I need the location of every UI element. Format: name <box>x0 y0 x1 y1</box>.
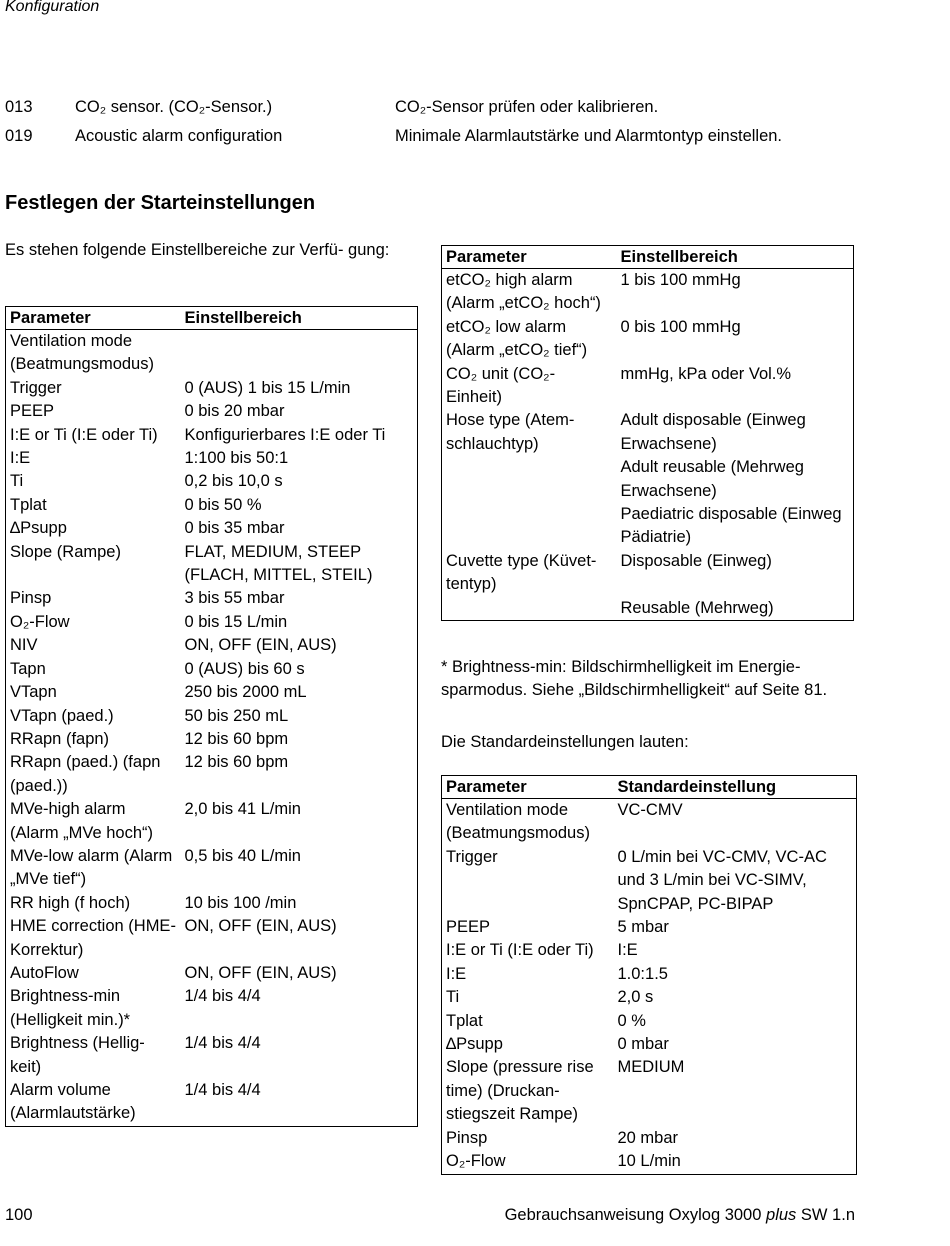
table-row <box>6 892 418 915</box>
table-row <box>442 799 857 846</box>
parameter-cell: AutoFlow <box>10 963 79 982</box>
table-row <box>6 587 418 610</box>
value-cell: 1 bis 100 mmHg <box>620 271 741 289</box>
value-cell: ON, OFF (EIN, AUS) <box>184 917 337 936</box>
table-row <box>6 517 418 540</box>
table-row <box>6 377 418 400</box>
table-row <box>442 456 854 503</box>
section-title: Festlegen der Starteinstellungen <box>5 192 316 214</box>
table-row <box>6 915 418 962</box>
value-cell: 0 (AUS) bis 60 s <box>184 659 305 678</box>
parameter-cell: Hose type (Atem- schlauchtyp) <box>446 411 575 453</box>
table-row <box>6 751 418 798</box>
parameter-cell: Tplat <box>446 1011 483 1030</box>
footer-title-suffix: SW 1.n <box>800 1206 855 1224</box>
table-row <box>442 939 857 962</box>
config-menu-list <box>5 93 905 151</box>
defaults-intro: Die Standardeinstellungen lauten: <box>441 733 689 751</box>
parameter-cell: VTapn <box>10 683 57 702</box>
parameter-cell: MVe-high alarm (Alarm „MVe hoch“) <box>10 800 154 842</box>
column-header-parameter: Parameter <box>6 307 181 330</box>
parameter-cell: ∆Psupp <box>10 519 67 538</box>
value-cell: 2,0 bis 41 L/min <box>184 800 301 819</box>
value-cell: 250 bis 2000 mL <box>184 683 307 702</box>
parameter-cell: Trigger <box>10 378 62 397</box>
parameter-cell: ∆Psupp <box>446 1035 503 1054</box>
value-cell: 0,2 bis 10,0 s <box>184 472 283 491</box>
table-row <box>6 541 418 588</box>
parameter-cell: Cuvette type (Küvet- tentyp) <box>446 551 597 594</box>
table-row <box>6 985 418 1032</box>
table-row <box>6 845 418 892</box>
column-header-range: Einstellbereich <box>181 307 418 330</box>
parameter-cell: I:E <box>446 964 467 983</box>
parameter-cell: Slope (pressure rise time) (Druckan- stiegszeit Rampe) <box>446 1058 594 1124</box>
parameter-cell: NIV <box>10 636 38 655</box>
value-cell: 0 bis 50 % <box>184 495 262 514</box>
value-cell: Adult disposable (Einweg Erwachsene) <box>620 411 806 453</box>
value-cell: Disposable (Einweg) <box>620 551 772 570</box>
table-row <box>6 424 418 447</box>
menu-description: Minimale Alarmlautstärke und Alarmtontyp einstellen. <box>395 127 783 145</box>
table-row <box>6 1079 418 1126</box>
parameter-cell: PEEP <box>10 402 55 421</box>
table-row <box>6 330 418 377</box>
menu-number: 019 <box>5 127 33 145</box>
parameter-cell <box>442 503 617 550</box>
parameter-cell: Slope (Rampe) <box>10 542 121 561</box>
table-row <box>442 1033 857 1056</box>
value-cell: Adult reusable (Mehrweg Erwachsene) <box>620 458 804 500</box>
parameter-cell: Trigger <box>446 847 498 866</box>
table-row <box>442 1150 857 1174</box>
parameter-cell: CO₂ unit (CO₂- Einheit) <box>446 364 556 407</box>
running-header: Konfiguration <box>5 0 100 15</box>
parameter-cell: Ventilation mode (Beatmungsmodus) <box>10 332 154 374</box>
table-row <box>6 728 418 751</box>
value-cell: 0 L/min bei VC-CMV, VC-AC und 3 L/min bei VC-SIMV, SpnCPAP, PC-BIPAP <box>617 847 827 913</box>
table-row <box>442 269 854 316</box>
value-cell: 20 mbar <box>617 1128 679 1147</box>
value-cell: 2,0 s <box>617 988 654 1007</box>
parameter-cell: PEEP <box>446 918 491 937</box>
table-row <box>442 363 854 410</box>
table-row <box>6 494 418 517</box>
value-cell: 1/4 bis 4/4 <box>184 1034 261 1053</box>
parameter-cell: Alarm volume (Alarmlautstärke) <box>10 1081 136 1123</box>
value-cell: ON, OFF (EIN, AUS) <box>184 963 337 982</box>
footer-title-prefix: Gebrauchsanweisung Oxylog 3000 <box>504 1206 762 1224</box>
menu-name: CO₂ sensor. (CO₂-Sensor.) <box>75 98 273 116</box>
parameter-cell: etCO₂ high alarm (Alarm „etCO₂ hoch“) <box>446 271 601 313</box>
parameter-cell: HME correction (HME-Korrektur) <box>10 917 176 959</box>
value-cell: 12 bis 60 bpm <box>184 729 289 748</box>
value-cell: 12 bis 60 bpm <box>184 753 289 772</box>
parameter-cell: Brightness-min (Helligkeit min.)* <box>10 987 131 1029</box>
table-row <box>6 962 418 985</box>
table-row <box>442 1127 857 1150</box>
parameter-cell: MVe-low alarm (Alarm „MVe tief“) <box>10 846 173 889</box>
value-cell: 5 mbar <box>617 918 669 937</box>
table-row <box>442 1056 857 1126</box>
value-cell: ON, OFF (EIN, AUS) <box>184 636 337 655</box>
parameter-cell: I:E or Ti (I:E oder Ti) <box>10 425 158 444</box>
value-cell: Paediatric disposable (Einweg Pädiatrie) <box>620 505 842 547</box>
parameter-cell: O₂-Flow <box>10 612 70 631</box>
value-cell: 1:100 bis 50:1 <box>184 449 289 468</box>
value-cell: 0 bis 100 mmHg <box>620 317 741 336</box>
setting-range-table <box>5 306 418 1127</box>
parameter-cell: O₂-Flow <box>446 1152 506 1171</box>
table-row <box>442 503 854 550</box>
footnote: * Brightness-min: Bildschirmhelligkeit im Energie- sparmodus. Siehe „Bildschirmhelligkeit“ auf Seite 81. <box>441 658 828 699</box>
value-cell: 50 bis 250 mL <box>184 706 289 725</box>
table-row <box>442 986 857 1009</box>
value-cell: Konfigurierbares I:E oder Ti <box>184 425 386 444</box>
parameter-cell: Brightness (Hellig- keit) <box>10 1034 145 1076</box>
value-cell: MEDIUM <box>617 1058 685 1077</box>
footer-document-title <box>505 1206 855 1225</box>
parameter-cell: I:E or Ti (I:E oder Ti) <box>446 941 594 960</box>
value-cell: 0 bis 35 mbar <box>184 519 285 538</box>
parameter-cell <box>442 597 617 621</box>
menu-number: 013 <box>5 98 33 116</box>
value-cell: 1/4 bis 4/4 <box>184 1081 261 1099</box>
table-row <box>442 550 854 597</box>
table-row <box>442 916 857 939</box>
table-row <box>442 409 854 456</box>
value-cell: 10 bis 100 /min <box>184 893 297 912</box>
parameter-cell: etCO₂ low alarm (Alarm „etCO₂ tief“) <box>446 317 588 360</box>
section-intro: Es stehen folgende Einstellbereiche zur Verfü- gung: <box>5 241 390 259</box>
table-row <box>6 705 418 728</box>
value-cell: VC-CMV <box>617 801 683 819</box>
parameter-cell: RRapn (paed.) (fapn (paed.)) <box>10 753 161 795</box>
value-cell: FLAT, MEDIUM, STEEP (FLACH, MITTEL, STEIL) <box>184 542 373 585</box>
table-row <box>442 963 857 986</box>
parameter-cell: Pinsp <box>446 1128 488 1147</box>
value-cell <box>181 330 418 377</box>
table-row <box>6 634 418 657</box>
table-row <box>6 611 418 634</box>
value-cell: 0 mbar <box>617 1035 669 1054</box>
parameter-cell: Pinsp <box>10 589 52 608</box>
setting-range-table-co2 <box>441 245 854 621</box>
config-menu-row <box>5 122 905 151</box>
table-row <box>6 447 418 470</box>
parameter-cell: Tapn <box>10 659 46 678</box>
table-row <box>6 1032 418 1079</box>
page-number: 100 <box>5 1206 33 1224</box>
table-header-row <box>442 246 854 269</box>
table-row <box>6 798 418 845</box>
column-header-range: Einstellbereich <box>617 246 854 269</box>
table-row <box>442 846 857 916</box>
column-header-parameter: Parameter <box>442 246 617 269</box>
parameter-cell: Ti <box>10 472 24 491</box>
config-menu-row <box>5 93 905 122</box>
table-row <box>6 470 418 493</box>
value-cell: 0 bis 20 mbar <box>184 402 285 421</box>
table-row <box>442 597 854 621</box>
default-settings-table <box>441 775 857 1175</box>
table-row <box>442 1010 857 1033</box>
value-cell: 0,5 bis 40 L/min <box>184 846 301 865</box>
value-cell: 0 (AUS) 1 bis 15 L/min <box>184 378 351 397</box>
table-row <box>6 658 418 681</box>
value-cell: 1.0:1.5 <box>617 964 668 983</box>
table-row <box>442 316 854 363</box>
parameter-cell: I:E <box>10 449 31 468</box>
column-header-default: Standardeinstellung <box>614 776 857 799</box>
parameter-cell: Tplat <box>10 495 47 514</box>
value-cell: mmHg, kPa oder Vol.% <box>620 364 792 383</box>
parameter-cell: Ventilation mode (Beatmungsmodus) <box>446 801 590 843</box>
parameter-cell: RR high (f hoch) <box>10 893 131 912</box>
value-cell: I:E <box>617 941 638 960</box>
value-cell: 10 L/min <box>617 1152 681 1171</box>
value-cell: 1/4 bis 4/4 <box>184 987 261 1006</box>
menu-description: CO₂-Sensor prüfen oder kalibrieren. <box>395 98 659 116</box>
table-row <box>6 400 418 423</box>
menu-name: Acoustic alarm configuration <box>75 127 283 145</box>
parameter-cell: VTapn (paed.) <box>10 706 114 725</box>
table-header-row <box>442 776 857 799</box>
value-cell: 3 bis 55 mbar <box>184 589 285 608</box>
table-row <box>6 681 418 704</box>
table-header-row <box>6 307 418 330</box>
column-header-parameter: Parameter <box>442 776 614 799</box>
parameter-cell: Ti <box>446 988 460 1007</box>
footer-title-italic: plus <box>766 1206 797 1224</box>
parameter-cell <box>442 456 617 503</box>
value-cell: 0 bis 15 L/min <box>184 612 288 631</box>
parameter-cell: RRapn (fapn) <box>10 729 110 748</box>
value-cell: 0 % <box>617 1011 646 1030</box>
value-cell: Reusable (Mehrweg) <box>620 598 774 617</box>
